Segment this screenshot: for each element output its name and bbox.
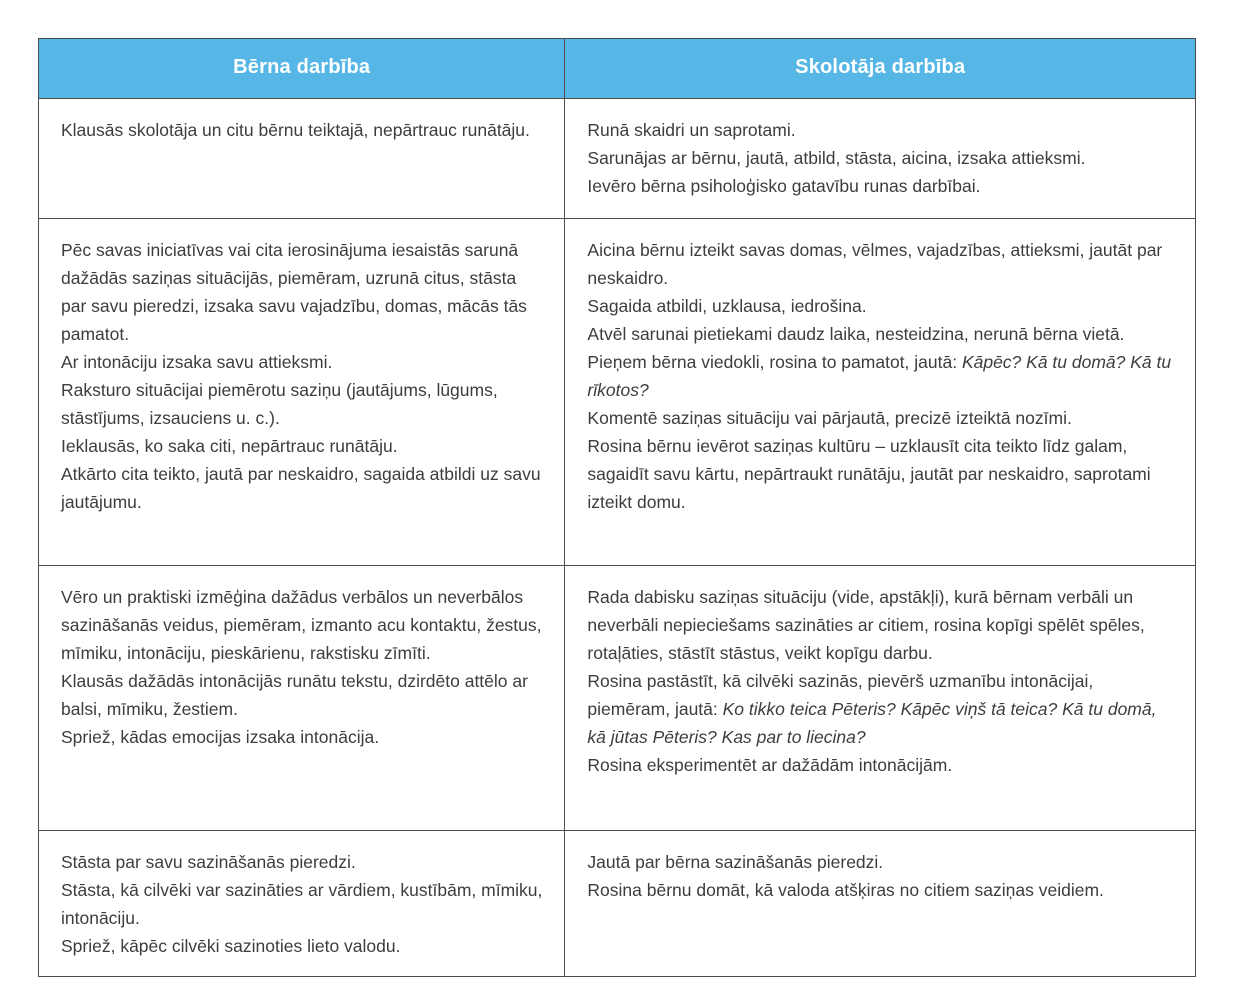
cell-paragraph [587, 667, 1173, 751]
table-row [39, 99, 1196, 219]
text-segment: Rosina pastāstīt, kā cilvēki sazinās, pievērš uzmanību intonācijai, piemēram, jautā: [587, 671, 1094, 719]
cell-paragraph [61, 376, 542, 432]
table-cell-child-activity [39, 566, 565, 831]
table-cell-teacher-activity [565, 219, 1196, 566]
italic-text-segment: Kāpēc? Kā tu domā? Kā tu rīkotos? [587, 352, 1172, 400]
text-segment: Klausās dažādās intonācijās runātu tekstu, dzirdēto attēlo ar balsi, mīmiku, žestiem. [61, 671, 528, 719]
cell-paragraph [587, 432, 1173, 516]
cell-paragraph [61, 848, 542, 876]
cell-paragraph [61, 116, 542, 144]
table-cell-child-activity [39, 831, 565, 977]
table-header-row [39, 39, 1196, 99]
cell-paragraph [61, 236, 542, 348]
cell-paragraph [587, 583, 1173, 667]
cell-paragraph [587, 320, 1173, 348]
table-row [39, 219, 1196, 566]
column-header-child-activity: Bērna darbība [39, 39, 565, 99]
cell-paragraph [61, 932, 542, 960]
text-segment: Atvēl sarunai pietiekami daudz laika, nesteidzina, nerunā bērna vietā. [587, 324, 1125, 344]
text-segment: Atkārto cita teikto, jautā par neskaidro, sagaida atbildi uz savu jautājumu. [61, 464, 541, 512]
column-header-teacher-activity: Skolotāja darbība [565, 39, 1196, 99]
cell-paragraph [587, 116, 1173, 144]
table-row [39, 831, 1196, 977]
text-segment: Ievēro bērna psiholoģisko gatavību runas darbībai. [587, 176, 981, 196]
table-cell-child-activity [39, 219, 565, 566]
text-segment: Pieņem bērna viedokli, rosina to pamatot, jautā: [587, 352, 962, 372]
cell-paragraph [61, 432, 542, 460]
cell-paragraph [587, 751, 1173, 779]
text-segment: Rosina eksperimentēt ar dažādām intonācijām. [587, 755, 953, 775]
table-cell-child-activity [39, 99, 565, 219]
cell-paragraph [61, 667, 542, 723]
text-segment: Pēc savas iniciatīvas vai cita ierosinājuma iesaistās sarunā dažādās saziņas situācijās, piemēram, uzrunā citus, stāsta par savu pieredzi, izsaka savu vajadzību, domas, mācās tās pamatot. [61, 240, 527, 344]
table-cell-teacher-activity [565, 99, 1196, 219]
text-segment: Vēro un praktiski izmēģina dažādus verbālos un neverbālos sazināšanās veidus, piemēram, izmanto acu kontaktu, žestus, mīmiku, intonāciju, pieskārienu, rakstisku zīmīti. [61, 587, 542, 663]
text-segment: Ar intonāciju izsaka savu attieksmi. [61, 352, 333, 372]
cell-paragraph [61, 876, 542, 932]
text-segment: Raksturo situācijai piemērotu saziņu (jautājums, lūgums, stāstījums, izsauciens u. c.). [61, 380, 498, 428]
cell-paragraph [587, 172, 1173, 200]
cell-paragraph [587, 292, 1173, 320]
cell-paragraph [587, 404, 1173, 432]
cell-paragraph [61, 460, 542, 516]
text-segment: Komentē saziņas situāciju vai pārjautā, precizē izteiktā nozīmi. [587, 408, 1072, 428]
italic-text-segment: Ko tikko teica Pēteris? Kāpēc viņš tā teica? Kā tu domā, kā jūtas Pēteris? Kas par to liecina? [587, 699, 1157, 747]
cell-paragraph [587, 144, 1173, 172]
text-segment: Klausās skolotāja un citu bērnu teiktajā, nepārtrauc runātāju. [61, 120, 530, 140]
text-segment: Ieklausās, ko saka citi, nepārtrauc runātāju. [61, 436, 398, 456]
table-cell-teacher-activity [565, 566, 1196, 831]
text-segment: Rosina bērnu domāt, kā valoda atšķiras no citiem saziņas veidiem. [587, 880, 1104, 900]
text-segment: Stāsta, kā cilvēki var sazināties ar vārdiem, kustībām, mīmiku, intonāciju. [61, 880, 543, 928]
text-segment: Spriež, kāpēc cilvēki sazinoties lieto valodu. [61, 936, 401, 956]
text-segment: Aicina bērnu izteikt savas domas, vēlmes, vajadzības, attieksmi, jautāt par neskaidro. [587, 240, 1163, 288]
cell-paragraph [61, 583, 542, 667]
cell-paragraph [587, 876, 1173, 904]
activities-table [38, 38, 1196, 977]
cell-paragraph [61, 348, 542, 376]
text-segment: Jautā par bērna sazināšanās pieredzi. [587, 852, 884, 872]
text-segment: Rada dabisku saziņas situāciju (vide, apstākļi), kurā bērnam verbāli un neverbāli nepieciešams sazināties ar citiem, rosina kopīgi spēlēt spēles, rotaļāties, stāstīt stāstus, veikt kopīgu darbu. [587, 587, 1145, 663]
cell-paragraph [587, 236, 1173, 292]
cell-paragraph [587, 348, 1173, 404]
text-segment: Rosina bērnu ievērot saziņas kultūru – uzklausīt cita teikto līdz galam, sagaidīt savu kārtu, nepārtraukt runātāju, jautāt par neskaidro, saprotami izteikt domu. [587, 436, 1151, 512]
table-cell-teacher-activity [565, 831, 1196, 977]
text-segment: Sagaida atbildi, uzklausa, iedrošina. [587, 296, 867, 316]
text-segment: Sarunājas ar bērnu, jautā, atbild, stāsta, aicina, izsaka attieksmi. [587, 148, 1086, 168]
text-segment: Spriež, kādas emocijas izsaka intonācija. [61, 727, 380, 747]
table-row [39, 566, 1196, 831]
cell-paragraph [587, 848, 1173, 876]
text-segment: Runā skaidri un saprotami. [587, 120, 796, 140]
cell-paragraph [61, 723, 542, 751]
text-segment: Stāsta par savu sazināšanās pieredzi. [61, 852, 356, 872]
